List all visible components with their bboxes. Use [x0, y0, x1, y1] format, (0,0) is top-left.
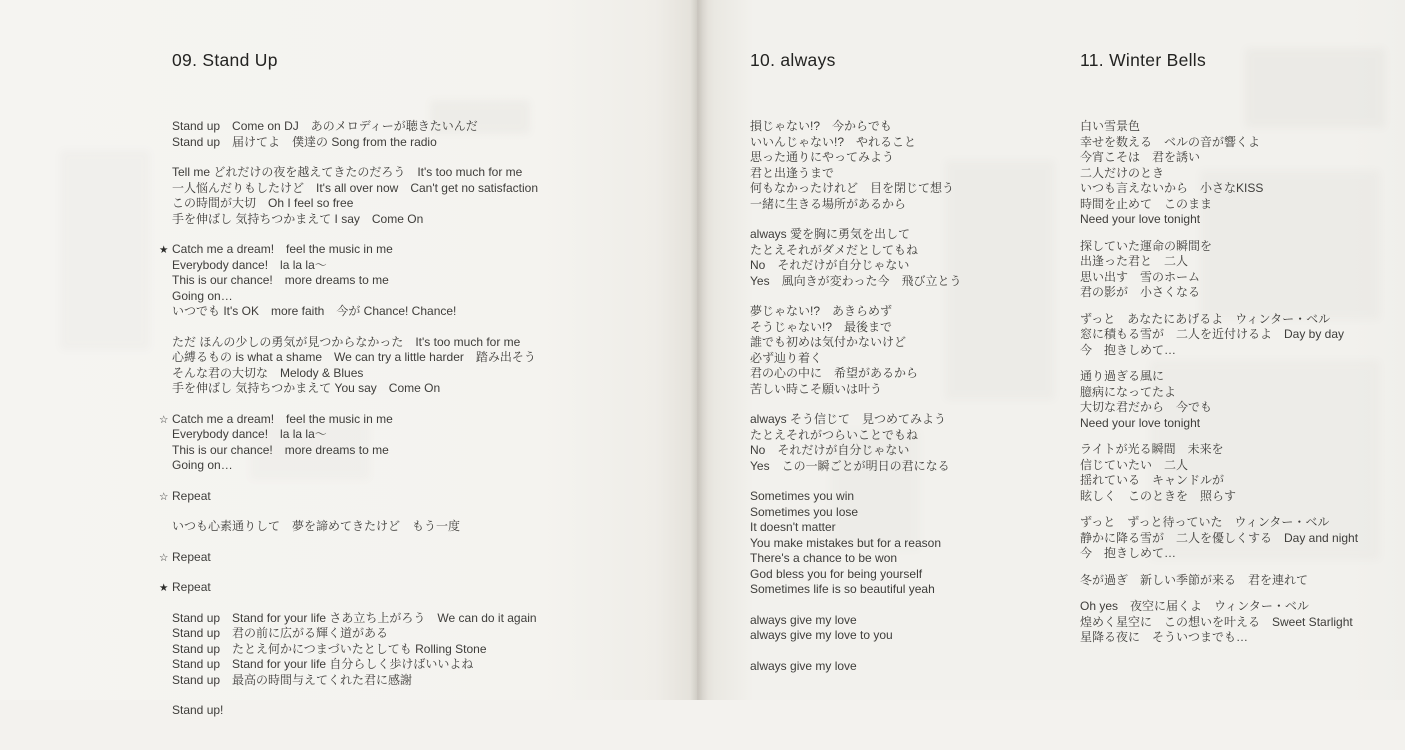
lyric-line: 心縛るもの is what a shame We can try a little harder 踏み出そう	[172, 350, 536, 364]
lyric-line: Repeat	[172, 488, 211, 503]
song-lyrics	[1080, 119, 1402, 646]
lyric-line: 時間を止めて このまま	[1080, 196, 1213, 211]
lyric-line: There's a chance to be won	[750, 551, 898, 565]
song-lyrics	[750, 119, 1070, 674]
lyric-line: ずっと あなたにあげるよ ウィンター・ベル	[1080, 311, 1331, 326]
lyric-stanza	[750, 119, 1070, 212]
lyric-line: Stand up 君の前に広がる輝く道がある	[172, 626, 389, 640]
lyric-line: そうじゃない!? 最後まで	[750, 319, 893, 334]
lyric-line: Sometimes you lose	[750, 504, 859, 519]
lyric-line: 臆病になってたよ	[1080, 384, 1177, 399]
lyric-stanza	[159, 411, 677, 474]
lyric-line: Going on…	[172, 288, 233, 303]
lyric-stanza	[750, 412, 1070, 474]
lyric-line: No それだけが自分じゃない	[750, 258, 910, 272]
lyric-line: 大切な君だから 今でも	[1080, 400, 1213, 414]
lyric-stanza	[159, 242, 677, 320]
song-column-winter-bells	[1080, 18, 1402, 677]
lyric-stanza	[1080, 239, 1402, 301]
lyric-line: No それだけが自分じゃない	[750, 443, 910, 457]
lyric-line: 一緒に生きる場所があるから	[750, 196, 907, 211]
song-title: 10. always	[750, 50, 836, 70]
lyric-line: Everybody dance! la la la～	[172, 257, 327, 272]
song-title: 11. Winter Bells	[1080, 50, 1207, 70]
lyric-line: 揺れている キャンドルが	[1080, 473, 1225, 487]
lyric-line: Stand up 最高の時間与えてくれた君に感謝	[172, 672, 413, 687]
lyric-stanza	[172, 119, 677, 150]
lyric-stanza	[172, 611, 677, 689]
lyric-line: 静かに降る雪が 二人を優しくする Day and night	[1080, 530, 1359, 545]
lyric-line: 二人だけのとき	[1080, 165, 1165, 180]
lyric-line: 必ず辿り着く	[750, 350, 823, 365]
lyric-line: Repeat	[172, 580, 211, 594]
lyric-line: Stand up Come on DJ あのメロディーが聴きたいんだ	[172, 119, 478, 133]
lyric-line: Catch me a dream! feel the music in me	[172, 242, 393, 256]
lyric-line: ライトが光る瞬間 未来を	[1080, 442, 1224, 456]
lyric-stanza	[750, 227, 1070, 289]
lyric-line: Stand up Stand for your life 自分らしく歩けばいいよね	[172, 657, 474, 671]
lyric-line: 思った通りにやってみよう	[750, 150, 895, 164]
filled-star-marker: ★	[159, 244, 169, 256]
lyric-line: いつも言えないから 小さなKISS	[1080, 181, 1264, 195]
lyric-line: Yes 風向きが変わった今 飛び立とう	[750, 273, 962, 288]
lyric-line: Oh yes 夜空に届くよ ウィンター・ベル	[1080, 599, 1309, 613]
lyric-line: Catch me a dream! feel the music in me	[172, 411, 393, 426]
lyric-line: 何もなかったけれど 目を閉じて想う	[750, 181, 955, 195]
lyric-stanza	[1080, 369, 1402, 431]
lyric-stanza	[1080, 312, 1402, 359]
lyric-line: Everybody dance! la la la～	[172, 427, 327, 441]
song-lyrics	[159, 119, 677, 719]
song-column-stand-up	[159, 18, 677, 750]
lyric-line: 手を伸ばし 気持ちつかまえて I say Come On	[172, 211, 424, 226]
open-star-marker: ☆	[159, 413, 169, 426]
lyric-line: いつも心素通りして 夢を諦めてきたけど もう一度	[172, 519, 461, 533]
lyric-line: 思い出す 雪のホーム	[1080, 269, 1201, 284]
lyric-line: This is our chance! more dreams to me	[172, 273, 389, 287]
lyric-line: always 愛を胸に勇気を出して	[750, 227, 911, 241]
page-showthrough	[60, 150, 150, 350]
lyric-line: 探していた運命の瞬間を	[1080, 238, 1213, 253]
lyric-line: 一人悩んだりもしたけど It's all over now Can't get no satisfaction	[172, 180, 539, 195]
lyric-line: 手を伸ばし 気持ちつかまえて You say Come On	[172, 381, 441, 395]
lyric-line: 幸せを数える ベルの音が響くよ	[1080, 134, 1261, 149]
lyric-line: Stand up!	[172, 703, 224, 717]
lyric-stanza	[750, 613, 1070, 644]
lyric-stanza	[172, 165, 677, 227]
lyric-stanza	[1080, 119, 1402, 228]
lyric-line: 白い雪景色	[1080, 119, 1141, 133]
lyric-line: 今 抱きしめて…	[1080, 342, 1177, 357]
open-star-marker: ☆	[159, 490, 169, 503]
lyric-stanza	[1080, 442, 1402, 504]
lyric-line: ずっと ずっと待っていた ウィンター・ベル	[1080, 515, 1330, 529]
lyric-line: たとえそれがつらいことでもね	[750, 427, 919, 442]
lyric-stanza	[172, 335, 677, 397]
lyric-stanza	[750, 304, 1070, 397]
lyric-line: 窓に積もる雪が 二人を近付けるよ Day by day	[1080, 327, 1345, 341]
lyric-line: 冬が過ぎ 新しい季節が来る 君を連れて	[1080, 572, 1309, 587]
lyric-line: 夢じゃない!? あきらめず	[750, 304, 893, 318]
page-fold-shadow	[690, 0, 708, 700]
song-column-always	[750, 18, 1070, 705]
lyric-line: ただ ほんの少しの勇気が見つからなかった It's too much for me	[172, 334, 521, 349]
lyric-line: 君と出逢うまで	[750, 165, 835, 180]
lyric-stanza	[159, 580, 677, 596]
lyric-line: Repeat	[172, 549, 211, 564]
lyric-stanza	[750, 659, 1070, 675]
lyric-line: Stand up Stand for your life さあ立ち上がろう We can do it again	[172, 610, 537, 625]
lyric-stanza	[172, 519, 677, 535]
lyric-line: 今宵こそは 君を誘い	[1080, 150, 1201, 164]
lyric-line: 損じゃない!? 今からでも	[750, 119, 892, 133]
lyric-line: 眩しく このときを 照らす	[1080, 488, 1237, 503]
lyric-line: 君の影が 小さくなる	[1080, 285, 1201, 299]
lyric-line: 今 抱きしめて…	[1080, 546, 1177, 560]
lyric-line: Sometimes life is so beautiful yeah	[750, 582, 935, 596]
lyric-line: This is our chance! more dreams to me	[172, 442, 389, 457]
lyric-line: Stand up 届けてよ 僕達の Song from the radio	[172, 134, 437, 149]
song-title: 09. Stand Up	[172, 50, 278, 70]
lyric-stanza	[1080, 515, 1402, 562]
lyric-line: always give my love	[750, 658, 857, 673]
lyric-stanza	[172, 703, 677, 719]
lyric-stanza	[1080, 573, 1402, 589]
lyric-line: たとえそれがダメだとしてもね	[750, 242, 919, 257]
lyric-line: It doesn't matter	[750, 520, 836, 534]
open-star-marker: ☆	[159, 551, 169, 564]
lyric-stanza	[1080, 599, 1402, 646]
lyric-line: 星降る夜に そういつまでも…	[1080, 630, 1249, 644]
lyric-line: Sometimes you win	[750, 489, 855, 503]
lyric-line: You make mistakes but for a reason	[750, 535, 941, 550]
lyric-line: Need your love tonight	[1080, 415, 1201, 430]
lyric-line: 信じていたい 二人	[1080, 457, 1189, 472]
lyric-line: 出逢った君と 二人	[1080, 254, 1189, 268]
lyric-line: いつでも It's OK more faith 今が Chance! Chance!	[172, 304, 457, 318]
lyric-line: Need your love tonight	[1080, 212, 1201, 226]
lyric-line: そんな君の大切な Melody & Blues	[172, 365, 364, 380]
lyric-stanza	[750, 489, 1070, 598]
lyric-line: 苦しい時こそ願いは叶う	[750, 381, 883, 396]
filled-star-marker: ★	[159, 582, 169, 594]
lyric-line: 通り過ぎる風に	[1080, 369, 1165, 383]
lyric-stanza	[159, 549, 677, 566]
lyric-line: always give my love	[750, 612, 857, 627]
lyric-line: 君の心の中に 希望があるから	[750, 366, 919, 380]
lyric-line: 煌めく星空に この想いを叶える Sweet Starlight	[1080, 614, 1353, 629]
lyric-line: Going on…	[172, 458, 233, 472]
lyric-line: 誰でも初めは気付かないけど	[750, 335, 907, 349]
lyric-line: always give my love to you	[750, 628, 893, 642]
lyric-line: Yes この一瞬ごとが明日の君になる	[750, 458, 950, 473]
lyric-line: always そう信じて 見つめてみよう	[750, 412, 947, 426]
lyric-stanza	[159, 488, 677, 505]
lyric-line: God bless you for being yourself	[750, 566, 923, 581]
lyric-line: この時間が大切 Oh I feel so free	[172, 196, 354, 210]
lyric-line: Tell me どれだけの夜を越えてきたのだろう It's too much for me	[172, 165, 523, 179]
lyric-line: Stand up たとえ何かにつまづいたとしても Rolling Stone	[172, 641, 487, 656]
lyric-line: いいんじゃない!? やれること	[750, 134, 917, 149]
